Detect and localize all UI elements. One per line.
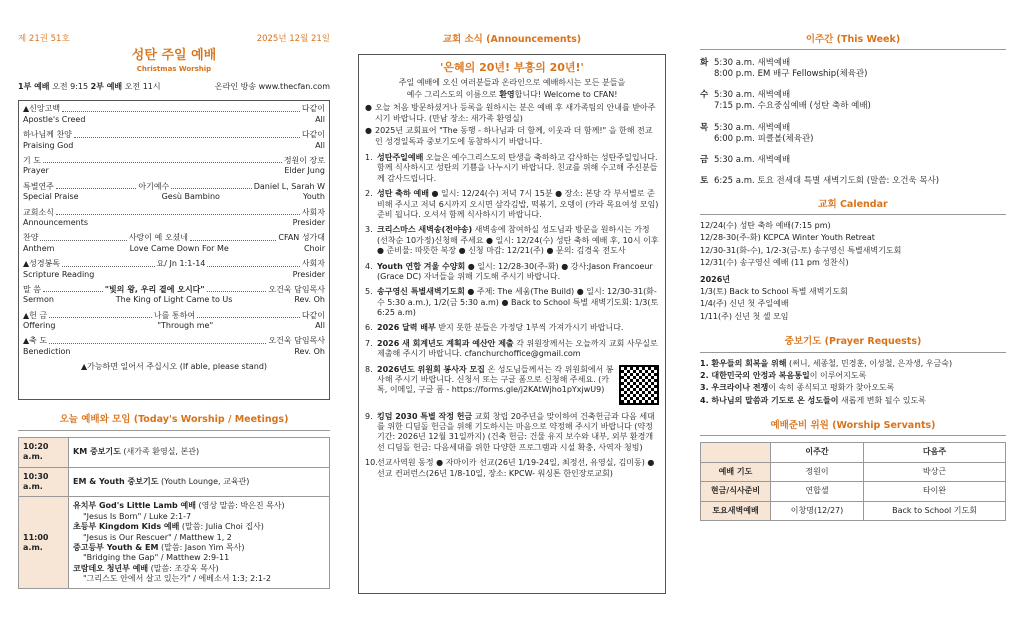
order-item-title: ▲축 도 — [23, 336, 48, 346]
order-item-english: Anthem — [23, 243, 55, 253]
service-schedule — [18, 82, 161, 92]
announcement-number: 10. — [365, 458, 378, 468]
announcement-heading: 크리스마스 새벽송(전야송) — [377, 225, 473, 235]
service-times — [18, 82, 330, 92]
order-item — [23, 285, 325, 306]
announcements-box — [358, 54, 666, 594]
announcement-item — [365, 458, 659, 479]
announcement-heading: 송구영신 특별새벽기도회 — [377, 287, 465, 297]
order-item-english-leader: Presider — [292, 269, 325, 279]
week-day-events — [714, 58, 867, 80]
meeting-line — [73, 564, 325, 574]
servants-col-next-week: 다음주 — [864, 443, 1006, 462]
order-item-english-detail — [85, 115, 315, 125]
service-subtitle: Christmas Worship — [136, 64, 212, 73]
meeting-details — [69, 467, 330, 497]
week-day-events — [714, 176, 939, 187]
order-list — [23, 104, 325, 357]
order-item-english: Special Praise — [23, 192, 79, 202]
order-item-english: Announcements — [23, 217, 89, 227]
announcement-text: 새벽송에 참여하실 성도님과 방문을 원하시는 가정(선착순 10가정)신청해 주세요 ● 일시: 12/24(수) 성탄 축하 예배 후, 10시 이후 ● 준비물: 따뜻한 복장 ● 신청 마감: 12/21(주) ● 문의: 김경욱 전도사 — [377, 225, 659, 256]
calendar-item: 12/28-30(주-화) KCPCA Winter Youth Retreat — [700, 233, 875, 243]
order-item-english-detail — [70, 347, 294, 357]
meeting-info: "그리스도 안에서 살고 있는가" / 에베소서 1:3; 2:1-2 — [83, 574, 271, 584]
first-service-label: 1부 예배 — [18, 82, 50, 92]
order-sub-row — [23, 347, 325, 357]
issue-date: 2025년 12월 21일 — [256, 34, 330, 44]
announcement-text: 받지 못한 분들은 가정당 1부씩 가져가시기 바랍니다. — [435, 323, 624, 333]
order-item — [23, 104, 325, 125]
meeting-row — [19, 497, 330, 589]
announcement-body — [377, 225, 659, 256]
announcement-bullet — [365, 103, 659, 124]
announcement-text: 오늘은 예수그리스도의 탄생을 축하하고 감사하는 성탄주일입니다. 함께 식사하시고 성탄의 기쁨을 나누시기 바랍니다. 친교를 위해 수고해 주신분들께 감사드립니다. — [377, 152, 658, 183]
meeting-line — [73, 533, 325, 543]
order-item-english-detail: "Through me" — [157, 321, 214, 331]
order-dots — [56, 182, 136, 189]
order-item-leader: 다같이 — [301, 130, 325, 140]
meeting-name: 중고등부 Youth & EM — [73, 542, 159, 552]
order-dots — [40, 233, 126, 240]
welcome-text-a: 예수 그리스도의 이름으로 — [406, 90, 500, 100]
calendar-item: 1/4(주) 신년 첫 주일예배 — [700, 299, 789, 309]
order-dots — [49, 336, 266, 343]
announcements-headline: '은혜의 20년! 부흥의 20년!' — [440, 61, 584, 75]
meeting-line — [73, 477, 325, 487]
order-item-title: 교회소식 — [23, 207, 54, 217]
meeting-info: "Jesus is Our Rescuer" / Matthew 1, 2 — [83, 532, 232, 542]
week-event: 5:30 a.m. 새벽예배 — [714, 58, 791, 69]
order-dots — [56, 208, 300, 215]
order-item — [23, 311, 325, 332]
meeting-info: (영상 말씀: 박은진 목사) — [196, 501, 285, 511]
servants-this-week: 이창명(12/27) — [771, 501, 864, 520]
meeting-info: "Jesus Is Born" / Luke 2:1-7 — [83, 511, 192, 521]
announcement-bullets — [365, 103, 659, 147]
order-item — [23, 130, 325, 151]
prayer-item — [700, 371, 1006, 381]
order-item — [23, 182, 325, 203]
servants-corner — [701, 443, 771, 462]
meeting-line — [73, 543, 325, 553]
issue-number: 제 21권 51호 — [18, 34, 70, 44]
order-item-english-leader: All — [315, 140, 325, 150]
announcement-number: 2. — [365, 189, 373, 199]
order-item-english-leader: Youth — [303, 192, 325, 202]
online-broadcast: 온라인 방송 www.thecfan.com — [214, 82, 330, 92]
order-item-title: ▲신앙고백 — [23, 104, 61, 114]
order-dots — [190, 233, 276, 240]
announcement-number: 5. — [365, 287, 373, 297]
meeting-time: 10:30 a.m. — [19, 467, 69, 497]
order-item — [23, 233, 325, 254]
bullet-text: 2025년 교회표어 "The 동행 - 하나님과 더 함께, 이웃과 더 함께!" 을 한해 전교인 성경일독과 중보기도에 동참하시기 바랍니다. — [375, 126, 653, 146]
announcements-title: 교회 소식 (Announcements) — [442, 34, 582, 45]
announcement-item — [365, 262, 659, 283]
announcement-item — [365, 412, 659, 454]
announcement-item — [365, 365, 659, 407]
meeting-name: 초등부 Kingdom Kids 예배 — [73, 522, 180, 532]
meeting-line — [73, 512, 325, 522]
meeting-name: KM 중보기도 — [73, 446, 121, 456]
order-sub-row — [23, 115, 325, 125]
announcement-number: 1. — [365, 152, 373, 162]
servants-table — [700, 442, 1006, 521]
prayer-text: 이 속히 종식되고 평화가 찾아오도록 — [768, 383, 895, 393]
order-dots — [74, 130, 300, 137]
service-title: 성탄 주일 예배 — [131, 48, 217, 64]
prayer-list — [700, 359, 1006, 407]
week-event: 5:30 a.m. 새벽예배 — [714, 122, 791, 133]
order-item-detail: 요/ Jn 1:1-14 — [156, 259, 206, 269]
announcement-body — [377, 287, 659, 318]
order-item-english-leader: Choir — [303, 243, 325, 253]
servants-row — [701, 482, 1006, 501]
meetings-title: 오늘 예배와 모임 (Today's Worship / Meetings) — [59, 414, 289, 426]
order-sub-row — [23, 270, 325, 280]
issue-header — [18, 34, 330, 45]
order-dots — [197, 311, 300, 318]
bullet-dot: ● — [365, 103, 372, 113]
meeting-name: 코람데오 청년부 예배 — [73, 563, 149, 573]
second-service-label: 2부 예배 — [90, 82, 123, 92]
servants-this-week: 연합셀 — [771, 482, 864, 501]
announcement-item — [365, 189, 659, 220]
week-day — [700, 155, 1006, 166]
announcement-list — [365, 153, 659, 479]
second-service-time: 오전 11시 — [124, 82, 161, 92]
meeting-time: 11:00 a.m. — [19, 497, 69, 589]
order-item-english: Prayer — [23, 166, 49, 176]
announcement-text: ● 일시: 12/28-30(주-화) ● 강사:Jason Francoeur (Grace DC) 자녀들을 위해 기도해 주시기 바랍니다. — [377, 261, 653, 281]
servants-next-week: 타이완 — [864, 482, 1006, 501]
order-item-title: 말 씀 — [23, 284, 41, 294]
prayer-text: (써니, 세종철, 민경훈, 이성철, 은자생, 우금숙) — [786, 358, 953, 368]
order-dots — [207, 285, 267, 292]
left-column — [18, 0, 330, 622]
week-day — [700, 90, 1006, 112]
servants-divider — [700, 435, 1006, 436]
order-row — [23, 311, 325, 321]
order-row — [23, 233, 325, 243]
week-event: 5:30 a.m. 새벽예배 — [714, 90, 791, 101]
order-item-title: ▲성경봉독 — [23, 259, 61, 269]
meetings-table — [18, 437, 330, 590]
order-item-english-leader: Rev. Oh — [294, 295, 325, 305]
week-event: 6:00 p.m. 피클볼(체육관) — [714, 133, 814, 144]
order-sub-row — [23, 141, 325, 151]
announcement-number: 8. — [365, 364, 373, 374]
order-row — [23, 182, 325, 192]
week-day — [700, 176, 1006, 187]
order-item-english: Scripture Reading — [23, 269, 95, 279]
order-item-english: Benediction — [23, 346, 71, 356]
order-dots — [43, 285, 103, 292]
announcement-text: 교회 창립 20주년을 맞이하여 건축헌금과 다음 세대를 위한 디딤돌 헌금을 위해 기도하시는 마음으로 약정해 주시기 바랍니다 (약정기간: 2026년 12월 31일까지) (건축 헌금: 건물 유지 보수와 내부, 외부 환경개선 디딤돌 헌금: 다음세대를 위한 다양한 프로그램과 시설 확충, 사역자 청빙) — [377, 411, 655, 452]
week-title: 이주간 (This Week) — [805, 34, 901, 45]
announcement-heading: 킹덤 2030 특별 작정 헌금 — [377, 411, 473, 421]
calendar-divider — [700, 214, 1006, 215]
announcement-body — [377, 262, 659, 283]
order-item-leader: 오건욱 담임목사 — [268, 336, 325, 346]
meetings-section — [18, 414, 330, 589]
meeting-line — [73, 501, 325, 511]
prayer-title: 중보기도 (Prayer Requests) — [784, 336, 922, 348]
order-item-english: Offering — [23, 321, 56, 331]
order-row — [23, 285, 325, 295]
servants-row — [701, 462, 1006, 481]
order-dots — [49, 311, 152, 318]
meeting-info: (Youth Lounge, 교육관) — [158, 476, 250, 486]
announcement-number: 9. — [365, 411, 373, 421]
announcement-item — [365, 287, 659, 318]
announcement-item — [365, 153, 659, 184]
order-row — [23, 336, 325, 346]
order-row — [23, 104, 325, 114]
order-item-english-detail: The King of Light Came to Us — [115, 295, 233, 305]
order-sub-row — [23, 166, 325, 176]
meeting-line — [73, 447, 325, 457]
order-item-detail: 아기예수 — [138, 181, 170, 191]
week-event: 8:00 p.m. EM 배구 Fellowship(체육관) — [714, 69, 868, 80]
calendar-item: 12/24(수) 성탄 축하 예배(7:15 pm) — [700, 221, 831, 231]
order-item-leader: 다같이 — [301, 104, 325, 114]
order-item-english-detail: Love Came Down For Me — [129, 243, 229, 253]
order-item-english: Praising God — [23, 140, 74, 150]
welcome-text-b: 환영 — [499, 90, 515, 100]
prayer-heading: 1. 환우들의 회복을 위해 — [700, 358, 787, 368]
announcement-body — [377, 339, 659, 360]
order-item-leader: 오건욱 담임목사 — [268, 284, 325, 294]
announcement-number: 7. — [365, 338, 373, 348]
week-day-label: 수 — [700, 90, 709, 101]
order-sub-row — [23, 244, 325, 254]
week-day-events — [714, 90, 871, 112]
order-dots — [43, 156, 282, 163]
order-item-english: Sermon — [23, 295, 54, 305]
order-sub-row — [23, 295, 325, 305]
calendar-year: 2026년 — [700, 274, 730, 284]
order-item-detail: 나를 통하여 — [153, 310, 196, 320]
meeting-name: EM & Youth 중보기도 — [73, 476, 159, 486]
order-item-leader: Daniel L, Sarah W — [253, 181, 325, 191]
order-of-worship — [18, 100, 330, 400]
order-item-english-detail: Gesù Bambino — [161, 192, 220, 202]
week-day-label: 목 — [700, 122, 709, 133]
prayer-heading: 4. 하나님의 말씀과 기도로 온 성도들이 — [700, 395, 839, 405]
announcement-heading: 성탄주일예배 — [377, 152, 424, 162]
announcement-item — [365, 339, 659, 360]
servants-role: 예배 기도 — [701, 462, 771, 481]
right-column — [700, 0, 1006, 622]
servants-role: 토요새벽예배 — [701, 501, 771, 520]
order-item-english-leader: Presider — [292, 217, 325, 227]
announcement-text: ● 주제: The 세움(The Build) ● 일시: 12/30-31(화-수 5:30 a.m.), 1/2(금 5:30 a.m) ● Back to School 특별 새벽기도회: 1/3(토 6:25 a.m) — [377, 287, 659, 318]
announcement-number: 6. — [365, 323, 373, 333]
order-dots — [62, 259, 154, 266]
announcement-text: 각 위원장께서는 오늘까지 교회 사무실로 제출해 주시기 바랍니다. cfanchurchoffice@gmail.com — [377, 338, 658, 359]
order-item-leader: 사회자 — [301, 259, 325, 269]
announcement-text: 온 성도님들께서는 각 위원회에서 봉사해 주시기 바랍니다. 신청서 또는 구글 폼으로 신청해 주세요. (카톡, 이메일, 구글 폼 - https://forms.gle/j2KAtWjho1pYxjwU9) — [377, 364, 614, 395]
bullet-text: 오늘 처음 방문하셨거나 등록을 원하시는 분은 예배 후 새가족팀의 안내를 받아주시기 바랍니다. (만남 장소: 새가족 환영실) — [375, 103, 656, 123]
announcement-heading: 2026 새 회계년도 계획과 예산안 제출 — [377, 338, 514, 348]
calendar-items — [700, 221, 1006, 269]
meeting-info: (말씀: Jason Yim 목사) — [158, 542, 245, 552]
order-item-detail: "빛의 왕, 우리 곁에 오시다" — [104, 284, 205, 294]
announcement-heading: Youth 연합 겨울 수양회 — [377, 261, 466, 271]
announcement-text: ● 일시: 12/24(수) 저녁 7시 15분 ● 장소: 본당 각 부서별로 준비해 주시고 저녁 6시까지 오시면 삼각김밥, 떡볶기, 오뎅이 (카라 목요여성 모임)준비 됩니다. 오셔서 함께 식사하시기 바랍니다. — [377, 189, 659, 219]
meeting-line — [73, 574, 325, 584]
order-item-title: 기 도 — [23, 155, 41, 165]
announcement-body — [377, 412, 659, 454]
servants-role: 현금/식사준비 — [701, 482, 771, 501]
calendar-item: 12/31(수) 송구영신 예배 (11 pm 성찬식) — [700, 258, 849, 268]
meeting-row — [19, 437, 330, 467]
order-sub-row — [23, 192, 325, 202]
prayer-item — [700, 396, 1006, 406]
order-dots — [62, 104, 300, 111]
order-item-english-leader: All — [315, 321, 325, 331]
meeting-line — [73, 522, 325, 532]
meeting-line — [73, 553, 325, 563]
week-day-label: 금 — [700, 154, 709, 165]
order-item — [23, 156, 325, 177]
announcement-heading: 2026년도 위원회 봉사자 모집 — [377, 364, 485, 374]
announcement-body — [377, 458, 659, 479]
servants-title: 예배준비 위원 (Worship Servants) — [770, 420, 936, 432]
order-item-title: ▲헌 금 — [23, 310, 48, 320]
announcement-item — [365, 323, 659, 333]
prayer-heading: 3. 우크라이나 전쟁 — [700, 383, 769, 393]
order-item-title: 찬양 — [23, 233, 39, 243]
order-sub-row — [23, 218, 325, 228]
order-dots — [207, 259, 299, 266]
welcome-line-1: 주일 예배에 오신 여러분들과 온라인으로 예배하시는 모든 분들을 — [398, 77, 626, 87]
order-dots — [171, 182, 251, 189]
order-item-english-leader: All — [315, 114, 325, 124]
order-item — [23, 336, 325, 357]
prayer-item — [700, 383, 1006, 393]
announcement-body — [377, 365, 659, 407]
order-item-english-leader: Rev. Oh — [294, 346, 325, 356]
week-event: 6:25 a.m. 토요 전세대 특별 새벽기도회 (말씀: 오건욱 목사) — [714, 175, 940, 186]
meetings-divider — [18, 430, 330, 431]
prayer-heading: 2. 대한민국의 안정과 복음통일 — [700, 370, 810, 380]
order-item — [23, 208, 325, 229]
calendar-item: 1/3(토) Back to School 특별 새벽기도회 — [700, 287, 848, 297]
meeting-info: "Bridging the Gap" / Matthew 2:9-11 — [83, 553, 230, 563]
servants-col-this-week: 이주간 — [771, 443, 864, 462]
prayer-text: 새롭게 변화 될수 있도록 — [838, 395, 926, 405]
order-item-english-detail — [94, 270, 292, 280]
order-item-english-detail — [49, 166, 284, 176]
meeting-details — [69, 497, 330, 589]
announcement-body — [377, 323, 659, 333]
announcement-heading: 2026 달력 배부 — [377, 323, 436, 333]
week-event: 7:15 p.m. 수요중심예배 (성탄 축하 예배) — [714, 101, 871, 112]
prayer-divider — [700, 352, 1006, 353]
servants-next-week: 박상근 — [864, 462, 1006, 481]
prayer-text: 이 이루어지도록 — [809, 370, 867, 380]
welcome-text-c: 합니다! Welcome to CFAN! — [514, 90, 618, 100]
order-item-leader: 정원이 장로 — [283, 155, 325, 165]
order-item-english: Apostle's Creed — [23, 114, 86, 124]
week-day — [700, 58, 1006, 80]
servants-this-week: 정원이 — [771, 462, 864, 481]
order-item-title: 하나님께 찬양 — [23, 130, 72, 140]
order-row — [23, 259, 325, 269]
week-divider — [700, 49, 1006, 50]
order-item — [23, 259, 325, 280]
week-day-events — [714, 123, 813, 145]
calendar-items-2026 — [700, 287, 1006, 322]
meeting-info: (말씀: 조강욱 목사) — [148, 563, 219, 573]
week-day-events — [714, 155, 790, 166]
order-item-leader: CFAN 성가대 — [278, 233, 326, 243]
order-sub-row — [23, 321, 325, 331]
calendar-item: 12/30-31(화-수), 1/2-3(금-토) 송구영신 특별새벽기도회 — [700, 245, 902, 255]
announcement-item — [365, 225, 659, 256]
order-row — [23, 130, 325, 140]
servants-next-week: Back to School 기도회 — [864, 501, 1006, 520]
week-day-label: 토 — [700, 175, 709, 186]
welcome-line-2 — [365, 90, 659, 100]
calendar-title: 교회 Calendar — [818, 198, 888, 210]
first-service-time: 오전 9:15 — [52, 82, 89, 92]
announcement-body — [377, 153, 659, 184]
announcement-body — [377, 189, 659, 220]
qr-code-icon — [619, 365, 659, 405]
week-day — [700, 123, 1006, 145]
meeting-info: (새가족 환영실, 본관) — [120, 446, 200, 456]
announcement-text: 선교사역원 동정 ● 자마이카 선교(26년 1/19-24일, 최정선, 유영실, 김미동) ● 선교 컨퍼런스(26년 1/8-10일, 장소: KPCW- 워싱톤 한인장로교회) — [377, 458, 655, 478]
meeting-details — [69, 437, 330, 467]
announcement-number: 3. — [365, 225, 373, 235]
order-item-english-detail — [73, 141, 315, 151]
order-item-detail: 사랑이 예 오셨네 — [128, 233, 189, 243]
order-row — [23, 156, 325, 166]
week-list — [700, 58, 1006, 186]
order-row — [23, 208, 325, 218]
prayer-item — [700, 359, 1006, 369]
week-event: 5:30 a.m. 새벽예배 — [714, 154, 791, 165]
bullet-dot: ● — [365, 126, 372, 136]
week-day-label: 화 — [700, 58, 709, 69]
announcement-bullet — [365, 126, 659, 147]
order-item-english-leader: Elder Jung — [284, 166, 325, 176]
order-item-leader: 다같이 — [301, 310, 325, 320]
meeting-name: 유치부 God's Little Lamb 예배 — [73, 501, 196, 511]
calendar-list — [700, 221, 1006, 322]
servants-row — [701, 501, 1006, 520]
middle-column — [358, 0, 666, 622]
meeting-time: 10:20 a.m. — [19, 437, 69, 467]
order-item-leader: 사회자 — [301, 207, 325, 217]
announcement-number: 4. — [365, 261, 373, 271]
stand-note: ▲가능하면 일어서 주십시오 (If able, please stand) — [80, 362, 268, 372]
meeting-info: (말씀: Julia Choi 집사) — [179, 522, 264, 532]
announcement-heading: 성탄 축하 예배 — [377, 189, 429, 199]
calendar-item: 1/11(주) 신년 첫 셀 모임 — [700, 311, 789, 321]
order-item-title: 특별연주 — [23, 181, 54, 191]
meeting-row — [19, 467, 330, 497]
order-item-english-detail — [88, 218, 293, 228]
